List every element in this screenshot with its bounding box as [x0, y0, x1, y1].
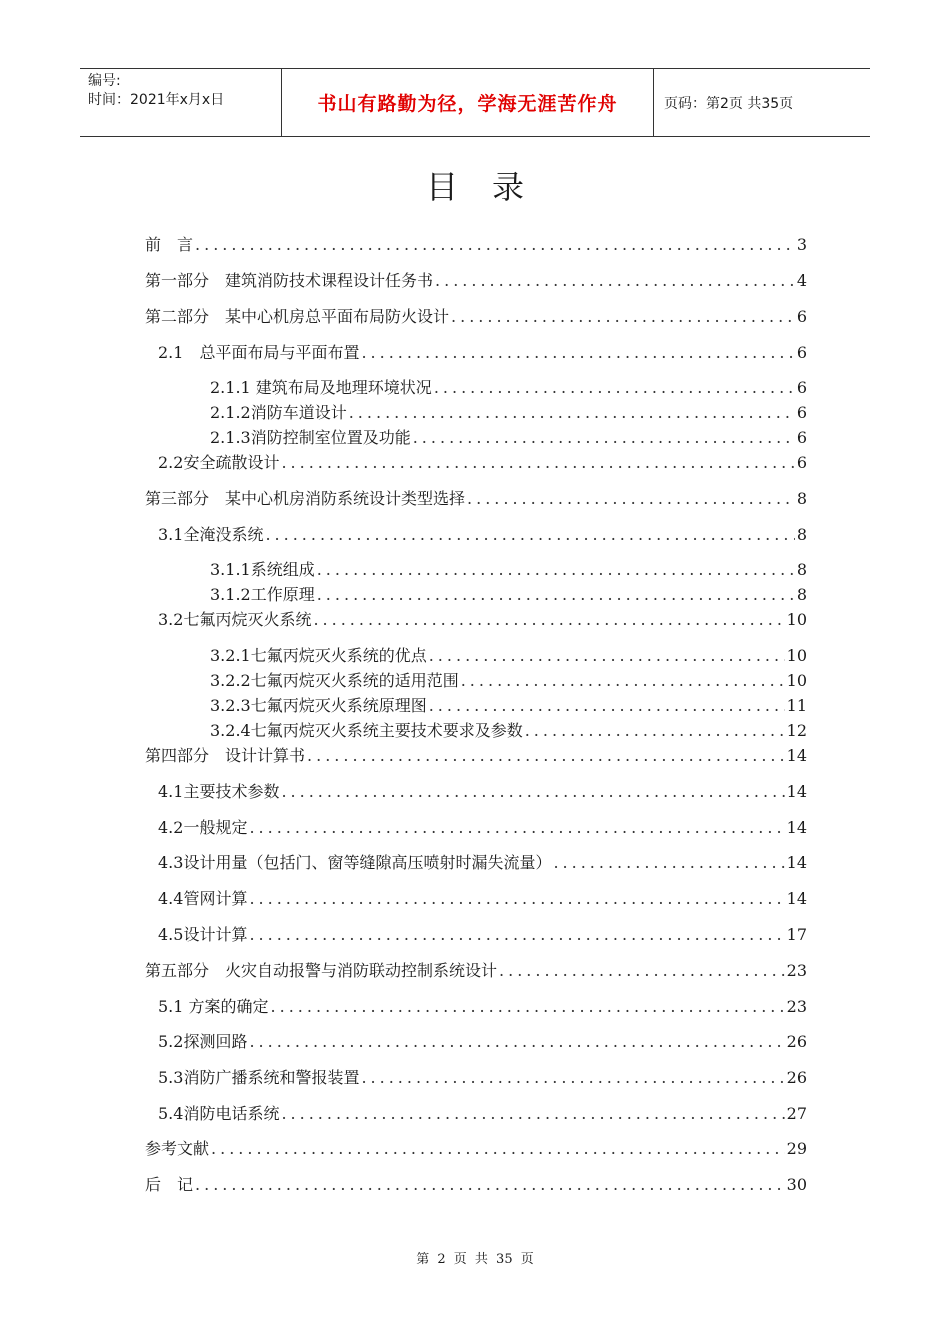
- toc-entry[interactable]: [158, 340, 807, 363]
- toc-leader: [434, 378, 795, 397]
- page-footer: 第 2 页 共 35 页: [416, 1252, 534, 1267]
- toc-entry-page: 4: [796, 271, 807, 290]
- toc-leader: [435, 271, 795, 290]
- toc-entry-label: 后 记: [145, 1175, 194, 1194]
- toc-entry[interactable]: [210, 668, 807, 691]
- toc-entry-page: 10: [786, 646, 807, 665]
- toc-entry-page: 6: [796, 378, 807, 397]
- toc-entry-page: 12: [786, 721, 807, 740]
- toc-entry-page: 30: [786, 1175, 807, 1194]
- toc-entry[interactable]: [210, 425, 807, 448]
- toc-entry[interactable]: [158, 450, 807, 473]
- toc-entry-label: 2.1 总平面布局与平面布置: [158, 343, 360, 362]
- toc-entry-label: 第二部分 某中心机房总平面布局防火设计: [145, 307, 450, 326]
- toc-entry[interactable]: [145, 304, 807, 327]
- toc-leader: [499, 961, 785, 980]
- toc-leader: [281, 1104, 784, 1123]
- toc-entry-label: 第五部分 火灾自动报警与消防联动控制系统设计: [145, 961, 498, 980]
- toc-leader: [429, 646, 785, 665]
- toc-entry[interactable]: [210, 375, 807, 398]
- toc-entry[interactable]: [158, 886, 807, 909]
- toc-leader: [249, 1032, 784, 1051]
- toc-leader: [265, 525, 794, 544]
- toc-entry-page: 14: [786, 889, 807, 908]
- toc-entry[interactable]: [145, 232, 807, 255]
- toc-leader: [349, 403, 795, 422]
- toc-entry-label: 4.3设计用量（包括门、窗等缝隙高压喷射时漏失流量）: [158, 853, 552, 872]
- toc-entry-label: 3.2.4七氟丙烷灭火系统主要技术要求及参数: [210, 721, 523, 740]
- toc-leader: [281, 453, 794, 472]
- toc-entry-label: 第三部分 某中心机房消防系统设计类型选择: [145, 489, 466, 508]
- toc-leader: [195, 1175, 785, 1194]
- toc-title: 目录: [425, 168, 558, 206]
- toc-entry-label: 参考文献: [145, 1139, 210, 1158]
- toc-entry-page: 29: [786, 1139, 807, 1158]
- toc-entry[interactable]: [145, 958, 807, 981]
- header-motto: 书山有路勤为径，学海无涯苦作舟: [317, 93, 618, 115]
- toc-leader: [317, 560, 795, 579]
- toc-leader: [553, 853, 784, 872]
- document-date-label: 时间：2021年x月x日: [88, 92, 225, 108]
- toc-entry-page: 26: [786, 1068, 807, 1087]
- toc-entry[interactable]: [158, 922, 807, 945]
- toc-entry-page: 6: [796, 403, 807, 422]
- toc-leader: [429, 696, 785, 715]
- toc-entry-label: 4.1主要技术参数: [158, 782, 280, 801]
- toc-entry-label: 2.1.2消防车道设计: [210, 403, 347, 422]
- toc-leader: [249, 818, 784, 837]
- toc-entry-page: 14: [786, 782, 807, 801]
- toc-entry[interactable]: [158, 522, 807, 545]
- toc-entry-page: 10: [786, 610, 807, 629]
- toc-entry-page: 6: [796, 428, 807, 447]
- toc-leader: [313, 610, 784, 629]
- toc-leader: [317, 585, 795, 604]
- toc-entry-page: 8: [796, 585, 807, 604]
- toc-entry[interactable]: [158, 815, 807, 838]
- toc-entry-page: 8: [796, 560, 807, 579]
- toc-entry[interactable]: [210, 718, 807, 741]
- toc-leader: [195, 235, 795, 254]
- toc-entry[interactable]: [158, 994, 807, 1017]
- toc-entry-page: 17: [786, 925, 807, 944]
- toc-entry[interactable]: [210, 400, 807, 423]
- toc-entry-page: 26: [786, 1032, 807, 1051]
- header-motto-cell: [282, 69, 654, 136]
- toc-leader: [249, 925, 784, 944]
- toc-entry[interactable]: [158, 1101, 807, 1124]
- page-header: [80, 68, 870, 137]
- toc-leader: [361, 343, 794, 362]
- header-meta: [80, 69, 282, 136]
- toc-entry-label: 5.4消防电话系统: [158, 1104, 280, 1123]
- toc-entry-label: 3.2.3七氟丙烷灭火系统原理图: [210, 696, 427, 715]
- toc-entry-label: 4.5设计计算: [158, 925, 248, 944]
- toc-leader: [525, 721, 785, 740]
- header-page-label: 页码：第2页 共35页: [664, 95, 794, 112]
- toc-entry-label: 第一部分 建筑消防技术课程设计任务书: [145, 271, 434, 290]
- toc-entry[interactable]: [145, 1136, 807, 1159]
- toc-leader: [249, 889, 784, 908]
- toc-entry[interactable]: [145, 486, 807, 509]
- toc-entry[interactable]: [145, 743, 807, 766]
- toc-entry-page: 23: [786, 961, 807, 980]
- toc-entry-label: 2.2安全疏散设计: [158, 453, 280, 472]
- toc-entry-label: 4.2一般规定: [158, 818, 248, 837]
- header-page-cell: [654, 69, 870, 136]
- toc-entry[interactable]: [210, 557, 807, 580]
- toc-entry-page: 27: [786, 1104, 807, 1123]
- toc-entry-label: 3.1.1系统组成: [210, 560, 315, 579]
- toc-entry-page: 8: [796, 489, 807, 508]
- toc-entry-page: 6: [796, 453, 807, 472]
- toc-entry-label: 第四部分 设计计算书: [145, 746, 306, 765]
- toc-entry-page: 10: [786, 671, 807, 690]
- toc-entry-label: 2.1.3消防控制室位置及功能: [210, 428, 411, 447]
- toc-entry[interactable]: [158, 1029, 807, 1052]
- toc-entry-page: 14: [786, 818, 807, 837]
- toc-leader: [211, 1139, 785, 1158]
- toc-entry-page: 11: [786, 696, 807, 715]
- toc-entry-page: 6: [796, 307, 807, 326]
- toc-entry-label: 5.1 方案的确定: [158, 997, 269, 1016]
- toc-entry[interactable]: [158, 779, 807, 802]
- toc-entry[interactable]: [145, 1172, 807, 1195]
- toc-entry[interactable]: [210, 582, 807, 605]
- toc-entry-label: 5.2探测回路: [158, 1032, 248, 1051]
- toc-entry-page: 8: [796, 525, 807, 544]
- toc-entry-page: 6: [796, 343, 807, 362]
- toc-entry-page: 3: [796, 235, 807, 254]
- document-number-label: 编号:: [88, 73, 121, 89]
- toc-entry-label: 5.3消防广播系统和警报装置: [158, 1068, 360, 1087]
- toc-entry-label: 3.1全淹没系统: [158, 525, 264, 544]
- toc-leader: [413, 428, 795, 447]
- toc-leader: [307, 746, 785, 765]
- toc-leader: [461, 671, 785, 690]
- toc-entry[interactable]: [158, 1065, 807, 1088]
- toc-entry[interactable]: [158, 607, 807, 630]
- toc-entry-label: 3.1.2工作原理: [210, 585, 315, 604]
- toc-entry[interactable]: [210, 643, 807, 666]
- toc-leader: [451, 307, 795, 326]
- toc-entry-label: 2.1.1 建筑布局及地理环境状况: [210, 378, 432, 397]
- toc-leader: [281, 782, 784, 801]
- toc-entry[interactable]: [145, 268, 807, 291]
- toc-entry-label: 3.2七氟丙烷灭火系统: [158, 610, 312, 629]
- toc-leader: [361, 1068, 784, 1087]
- toc-leader: [271, 997, 785, 1016]
- toc-entry-label: 4.4管网计算: [158, 889, 248, 908]
- toc-entry-label: 3.2.1七氟丙烷灭火系统的优点: [210, 646, 427, 665]
- toc-entry-label: 前 言: [145, 235, 194, 254]
- toc-entry-label: 3.2.2七氟丙烷灭火系统的适用范围: [210, 671, 459, 690]
- toc-entry[interactable]: [210, 693, 807, 716]
- toc-entry-page: 14: [786, 853, 807, 872]
- toc-entry-page: 14: [786, 746, 807, 765]
- toc-entry-page: 23: [786, 997, 807, 1016]
- toc-entry[interactable]: [158, 850, 807, 873]
- toc-leader: [467, 489, 795, 508]
